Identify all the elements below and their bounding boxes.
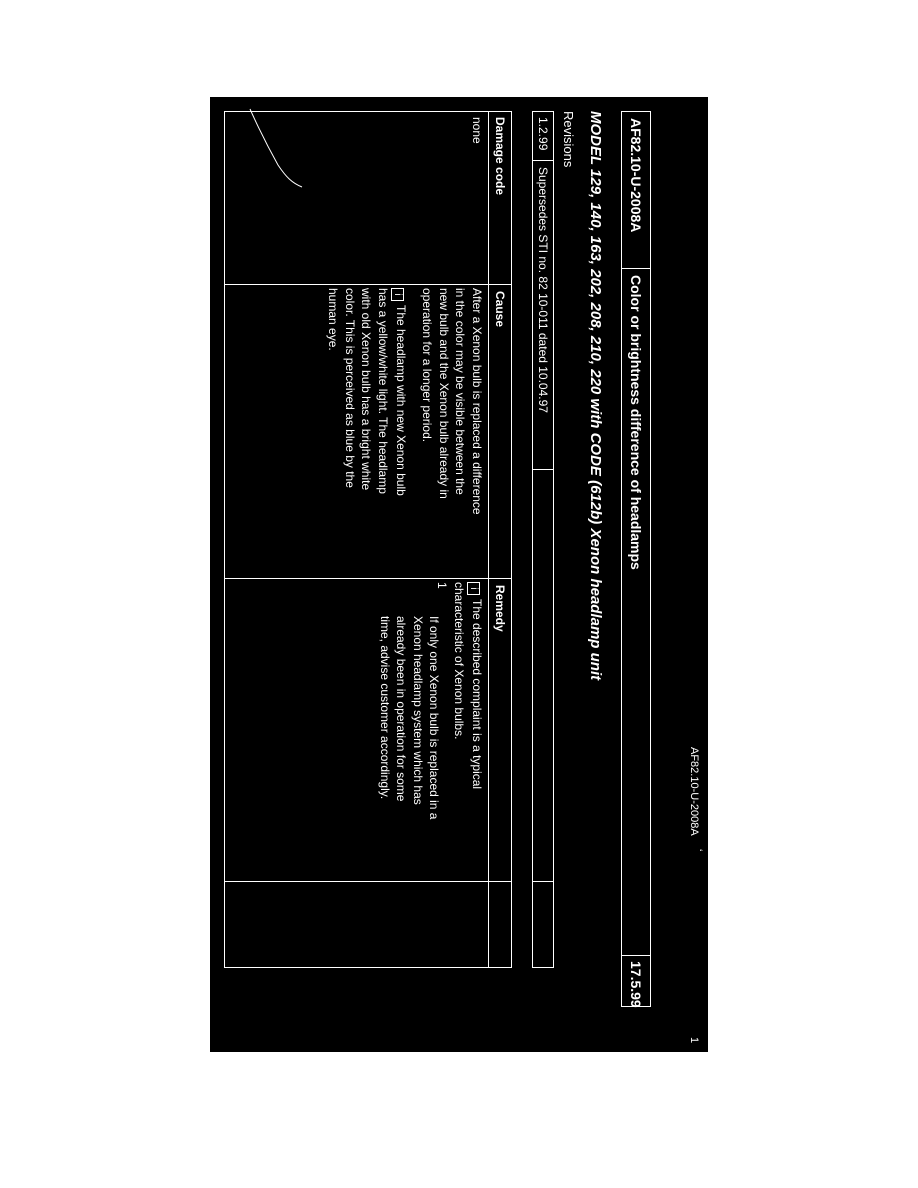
cause-line: new bulb and the Xenon bulb already in <box>437 288 451 499</box>
cause-note-line: human eye. <box>326 288 341 351</box>
cause-text <box>325 288 485 576</box>
column-divider <box>225 578 511 579</box>
revision-divider <box>533 881 553 882</box>
model-line: MODEL 129, 140, 163, 202, 208, 210, 220 with CODE (612b) Xenon headlamp unit <box>587 111 604 681</box>
revision-divider <box>533 469 553 470</box>
revision-date: 1.2.99 <box>536 117 550 151</box>
damage-code-value: none <box>470 117 484 144</box>
remedy-step-line: already been in operation for some <box>394 616 409 802</box>
cause-note-line: with old Xenon bulb has a bright white <box>359 288 374 491</box>
cause-note-line: iThe headlamp with new Xenon bulb <box>391 288 409 576</box>
cause-line: After a Xenon bulb is replaced a difference <box>470 288 484 515</box>
rotated-document <box>210 97 708 1052</box>
revision-text: Supersedes STI no. 82 10-011 dated 10.04.97 <box>536 167 550 413</box>
running-header: AF82.10-U-2008A <box>688 747 700 836</box>
scan-mark: ‘ <box>692 849 704 852</box>
revisions-table <box>532 111 554 968</box>
remedy-note-line: iThe described complaint is a typical <box>467 582 485 878</box>
header-rule <box>488 112 489 967</box>
remedy-step-line: Xenon headlamp system which has <box>411 616 425 805</box>
cause-note-line: color. This is perceived as blue by the <box>343 288 357 488</box>
column-header-remedy: Remedy <box>493 585 507 632</box>
doc-date-cell: 17.5.99 <box>621 955 651 1007</box>
info-icon: i <box>391 288 404 301</box>
revision-divider <box>533 160 553 161</box>
column-divider <box>225 284 511 285</box>
remedy-step-line: time, advise customer accordingly. <box>378 616 392 800</box>
remedy-step-number: 1 <box>435 582 450 589</box>
revisions-label: Revisions <box>561 111 576 168</box>
doc-id-cell: AF82.10-U-2008A <box>621 111 651 269</box>
scan-artifact-curve <box>248 107 328 197</box>
doc-title-cell: Color or brightness difference of headlamps <box>621 268 651 956</box>
cause-line: operation for a longer period. <box>420 288 435 443</box>
cause-line: in the color may be visible between the <box>453 288 468 495</box>
remedy-step-line: If only one Xenon bulb is replaced in a <box>427 616 442 820</box>
column-header-cause: Cause <box>493 291 507 328</box>
damage-table <box>224 111 512 968</box>
remedy-note-line: characteristic of Xenon bulbs. <box>452 582 466 740</box>
page-number: 1 <box>688 1037 700 1044</box>
column-header-damage-code: Damage code <box>493 117 507 196</box>
column-divider <box>225 881 511 882</box>
info-icon: i <box>467 582 480 595</box>
scanned-page <box>210 97 708 1052</box>
remedy-text <box>377 582 486 878</box>
cause-note-line: has a yellow/white light. The headlamp <box>376 288 390 494</box>
